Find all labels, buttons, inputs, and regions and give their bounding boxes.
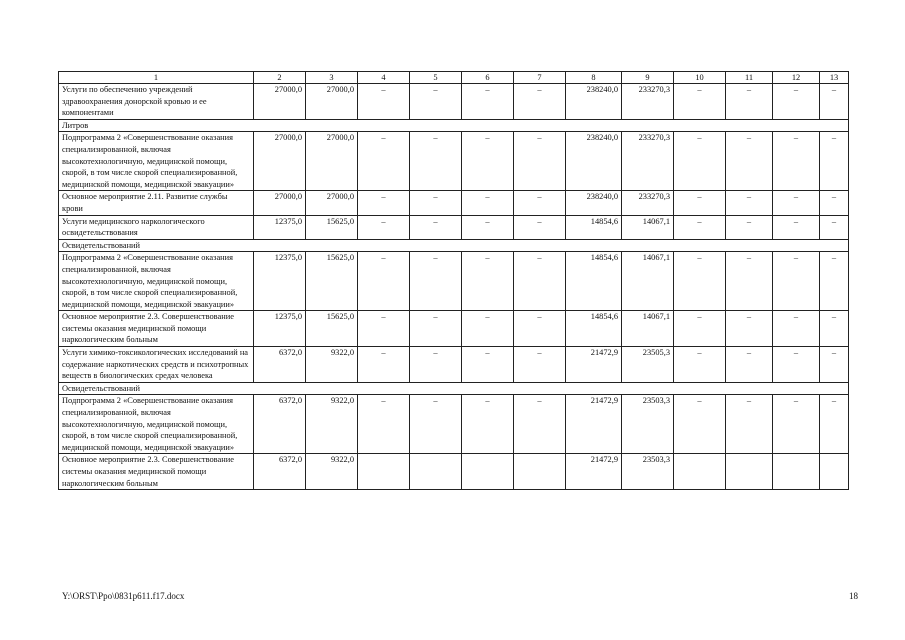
cell-col-9: 23503,3 (622, 454, 674, 490)
cell-col-5: – (410, 395, 462, 454)
cell-col-9: 233270,3 (622, 84, 674, 120)
cell-col-12: – (773, 395, 820, 454)
row-label: Подпрограмма 2 «Совершенствование оказания специализированной, включая высокотехнологичную, медицинской помощи, скорой, в том числе скорой специализированной, медицинской помощи, медицинской эвакуации» (59, 395, 254, 454)
cell-col-5: – (410, 84, 462, 120)
cell-col-10: – (674, 311, 726, 347)
cell-col-4: – (358, 84, 410, 120)
column-number-11: 11 (726, 72, 773, 84)
cell-col-6: – (462, 347, 514, 383)
cell-col-2: 12375,0 (254, 252, 306, 311)
cell-col-2: 27000,0 (254, 132, 306, 191)
table-row (59, 454, 849, 490)
row-label: Основное мероприятие 2.3. Совершенствование системы оказания медицинской помощи наркологическим больным (59, 454, 254, 490)
column-number-10: 10 (674, 72, 726, 84)
cell-col-7: – (514, 252, 566, 311)
row-label: Подпрограмма 2 «Совершенствование оказания специализированной, включая высокотехнологичную, медицинской помощи, скорой, в том числе скорой специализированной, медицинской помощи, медицинской эвакуации» (59, 132, 254, 191)
column-number-7: 7 (514, 72, 566, 84)
cell-col-3: 15625,0 (306, 215, 358, 239)
cell-col-3: 9322,0 (306, 395, 358, 454)
cell-col-13: – (820, 132, 849, 191)
column-number-8: 8 (566, 72, 622, 84)
cell-col-7: – (514, 84, 566, 120)
unit-label: Освидетельствований (59, 382, 849, 395)
cell-col-11: – (726, 347, 773, 383)
cell-col-10: – (674, 395, 726, 454)
column-number-1: 1 (59, 72, 254, 84)
table-row (59, 132, 849, 191)
cell-col-11: – (726, 132, 773, 191)
cell-col-3: 15625,0 (306, 252, 358, 311)
cell-col-13: – (820, 191, 849, 215)
cell-col-5: – (410, 252, 462, 311)
cell-col-6: – (462, 395, 514, 454)
cell-col-13: – (820, 215, 849, 239)
column-number-6: 6 (462, 72, 514, 84)
table-body (59, 72, 849, 490)
cell-col-13: – (820, 347, 849, 383)
cell-col-7 (514, 454, 566, 490)
cell-col-11: – (726, 311, 773, 347)
budget-table (58, 71, 849, 490)
cell-col-4: – (358, 252, 410, 311)
cell-col-9: 233270,3 (622, 132, 674, 191)
cell-col-3: 9322,0 (306, 454, 358, 490)
cell-col-7: – (514, 132, 566, 191)
cell-col-11: – (726, 191, 773, 215)
unit-label: Литров (59, 119, 849, 132)
cell-col-10: – (674, 132, 726, 191)
column-number-row (59, 72, 849, 84)
table-row (59, 191, 849, 215)
column-number-13: 13 (820, 72, 849, 84)
cell-col-6 (462, 454, 514, 490)
cell-col-12: – (773, 132, 820, 191)
cell-col-5: – (410, 132, 462, 191)
row-label: Основное мероприятие 2.3. Совершенствование системы оказания медицинской помощи наркологическим больным (59, 311, 254, 347)
cell-col-5: – (410, 347, 462, 383)
cell-col-8: 21472,9 (566, 395, 622, 454)
unit-label: Освидетельствований (59, 239, 849, 252)
cell-col-4: – (358, 347, 410, 383)
cell-col-4: – (358, 311, 410, 347)
cell-col-6: – (462, 191, 514, 215)
column-number-9: 9 (622, 72, 674, 84)
cell-col-2: 6372,0 (254, 454, 306, 490)
cell-col-8: 238240,0 (566, 191, 622, 215)
column-number-12: 12 (773, 72, 820, 84)
cell-col-11: – (726, 395, 773, 454)
cell-col-12: – (773, 347, 820, 383)
page-number: 18 (849, 591, 858, 601)
cell-col-4: – (358, 395, 410, 454)
table-row (59, 84, 849, 120)
cell-col-13: – (820, 311, 849, 347)
cell-col-6: – (462, 311, 514, 347)
unit-section-row (59, 382, 849, 395)
cell-col-2: 27000,0 (254, 191, 306, 215)
cell-col-2: 6372,0 (254, 347, 306, 383)
table-row (59, 215, 849, 239)
cell-col-13: – (820, 84, 849, 120)
column-number-3: 3 (306, 72, 358, 84)
cell-col-9: 233270,3 (622, 191, 674, 215)
cell-col-2: 12375,0 (254, 215, 306, 239)
cell-col-8: 21472,9 (566, 454, 622, 490)
cell-col-13: – (820, 252, 849, 311)
cell-col-3: 15625,0 (306, 311, 358, 347)
cell-col-11: – (726, 252, 773, 311)
cell-col-11: – (726, 215, 773, 239)
cell-col-11: – (726, 84, 773, 120)
row-label: Основное мероприятие 2.11. Развитие службы крови (59, 191, 254, 215)
cell-col-3: 27000,0 (306, 84, 358, 120)
cell-col-10: – (674, 191, 726, 215)
cell-col-9: 14067,1 (622, 252, 674, 311)
cell-col-3: 27000,0 (306, 191, 358, 215)
cell-col-8: 14854,6 (566, 311, 622, 347)
cell-col-5 (410, 454, 462, 490)
row-label: Подпрограмма 2 «Совершенствование оказания специализированной, включая высокотехнологичную, медицинской помощи, скорой, в том числе скорой специализированной, медицинской помощи, медицинской эвакуации» (59, 252, 254, 311)
cell-col-8: 14854,6 (566, 252, 622, 311)
cell-col-7: – (514, 215, 566, 239)
row-label: Услуги по обеспечению учреждений здравоохранения донорской кровью и ее компонентами (59, 84, 254, 120)
column-number-2: 2 (254, 72, 306, 84)
column-number-4: 4 (358, 72, 410, 84)
cell-col-9: 14067,1 (622, 215, 674, 239)
cell-col-8: 21472,9 (566, 347, 622, 383)
cell-col-2: 6372,0 (254, 395, 306, 454)
column-number-5: 5 (410, 72, 462, 84)
cell-col-5: – (410, 191, 462, 215)
cell-col-7: – (514, 347, 566, 383)
cell-col-2: 27000,0 (254, 84, 306, 120)
cell-col-11 (726, 454, 773, 490)
table-row (59, 347, 849, 383)
cell-col-9: 14067,1 (622, 311, 674, 347)
cell-col-12: – (773, 84, 820, 120)
cell-col-4: – (358, 132, 410, 191)
table-row (59, 311, 849, 347)
cell-col-7: – (514, 191, 566, 215)
cell-col-12: – (773, 191, 820, 215)
cell-col-13 (820, 454, 849, 490)
cell-col-3: 27000,0 (306, 132, 358, 191)
cell-col-12 (773, 454, 820, 490)
cell-col-12: – (773, 252, 820, 311)
cell-col-4: – (358, 191, 410, 215)
cell-col-8: 238240,0 (566, 132, 622, 191)
cell-col-6: – (462, 252, 514, 311)
cell-col-10: – (674, 252, 726, 311)
cell-col-5: – (410, 311, 462, 347)
cell-col-10 (674, 454, 726, 490)
cell-col-9: 23503,3 (622, 395, 674, 454)
cell-col-2: 12375,0 (254, 311, 306, 347)
cell-col-9: 23505,3 (622, 347, 674, 383)
row-label: Услуги химико-токсикологических исследований на содержание наркотических средств и психотропных веществ в биологических средах человека (59, 347, 254, 383)
cell-col-12: – (773, 215, 820, 239)
cell-col-13: – (820, 395, 849, 454)
cell-col-7: – (514, 395, 566, 454)
cell-col-7: – (514, 311, 566, 347)
cell-col-8: 238240,0 (566, 84, 622, 120)
cell-col-4 (358, 454, 410, 490)
cell-col-10: – (674, 347, 726, 383)
cell-col-6: – (462, 132, 514, 191)
cell-col-6: – (462, 84, 514, 120)
cell-col-10: – (674, 84, 726, 120)
file-path: Y:\ORST\Ppo\0831p611.f17.docx (62, 591, 185, 601)
unit-section-row (59, 119, 849, 132)
cell-col-5: – (410, 215, 462, 239)
cell-col-8: 14854,6 (566, 215, 622, 239)
cell-col-12: – (773, 311, 820, 347)
cell-col-10: – (674, 215, 726, 239)
unit-section-row (59, 239, 849, 252)
table-row (59, 395, 849, 454)
table-row (59, 252, 849, 311)
cell-col-4: – (358, 215, 410, 239)
cell-col-6: – (462, 215, 514, 239)
cell-col-3: 9322,0 (306, 347, 358, 383)
row-label: Услуги медицинского наркологического освидетельствования (59, 215, 254, 239)
